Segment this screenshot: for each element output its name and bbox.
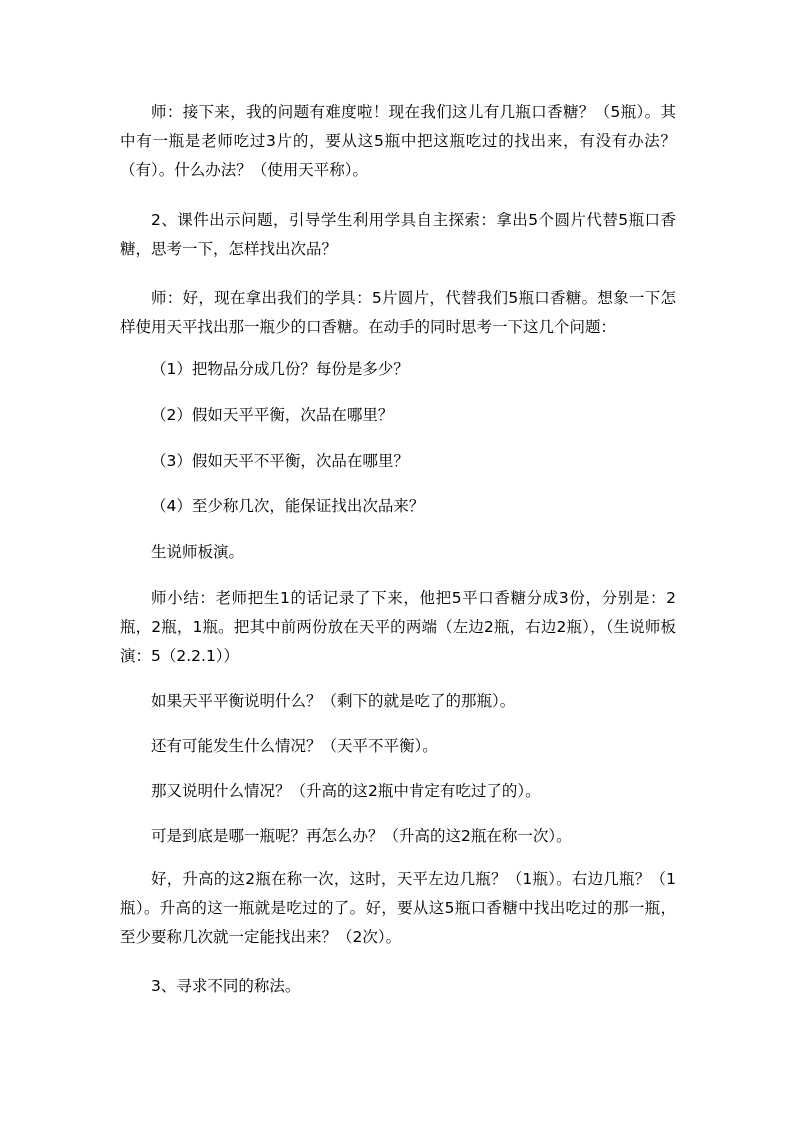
paragraph-teacher-instruction: 师：好，现在拿出我们的学具：5片圆片，代替我们5瓶口香糖。想象一下怎样使用天平找出那一瓶少的口香糖。在动手的同时思考一下这几个问题： [120,289,676,336]
paragraph-step-3: 3、寻求不同的称法。 [151,977,301,995]
paragraph-second-weighing: 好，升高的这2瓶在称一次，这时，天平左边几瓶？（1瓶）。右边几瓶？（1瓶）。升高的这一瓶就是吃过的了。好，要从这5瓶口香糖中找出吃过的那一瓶，至少要称几次就一定能找出来？（2次）。 [120,870,676,946]
paragraph-teacher-summary: 师小结：老师把生1的话记录了下来，他把5平口香糖分成3份，分别是：2瓶，2瓶，1瓶。把其中前两份放在天平的两端（左边2瓶，右边2瓶），（生说师板演：5（2.2.1）） [120,589,676,665]
paragraph-unbalanced-meaning: 那又说明什么情况？（升高的这2瓶中肯定有吃过了的）。 [151,782,541,800]
paragraph-balanced-case: 如果天平平衡说明什么？（剩下的就是吃了的那瓶）。 [151,692,516,710]
question-item-4: （4）至少称几次，能保证找出次品来？ [151,497,425,515]
question-item-2: （2）假如天平平衡，次品在哪里？ [151,406,394,424]
paragraph-other-case: 还有可能发生什么情况？（天平不平衡）。 [151,737,438,755]
paragraph-intro-question: 师：接下来，我的问题有难度啦！现在我们这儿有几瓶口香糖？（5瓶）。其中有一瓶是老师吃过3片的，要从这5瓶中把这瓶吃过的找出来，有没有办法？（有）。什么办法？（使用天平称）。 [120,103,676,179]
paragraph-step-2: 2、课件出示问题，引导学生利用学具自主探索：拿出5个圆片代替5瓶口香糖，思考一下，怎样找出次品？ [120,211,676,258]
question-item-3: （3）假如天平不平衡，次品在哪里？ [151,452,409,470]
question-item-1: （1）把物品分成几份？每份是多少？ [151,360,409,378]
paragraph-next-step: 可是到底是哪一瓶呢？再怎么办？（升高的这2瓶在称一次）。 [151,827,572,845]
paragraph-student-demo: 生说师板演。 [151,543,245,561]
